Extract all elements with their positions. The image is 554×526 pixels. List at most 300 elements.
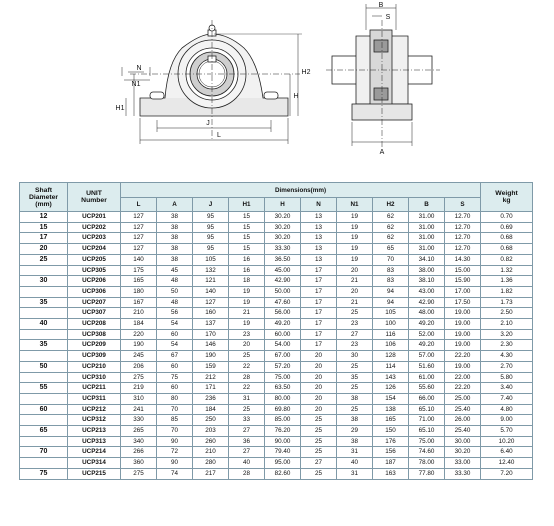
cell-unit-number: UCP308 — [68, 329, 121, 340]
cell-dim-n1: 40 — [337, 458, 373, 469]
cell-weight: 1.36 — [481, 276, 533, 287]
cell-weight: 12.40 — [481, 458, 533, 469]
cell-dim-b: 48.00 — [409, 308, 445, 319]
cell-unit-number: UCP211 — [68, 383, 121, 394]
cell-dim-j: 121 — [193, 276, 229, 287]
cell-shaft-diameter — [20, 265, 68, 276]
cell-dim-h: 56.00 — [265, 308, 301, 319]
cell-shaft-diameter — [20, 393, 68, 404]
cell-shaft-diameter: 70 — [20, 447, 68, 458]
cell-dim-n1: 25 — [337, 308, 373, 319]
cell-dim-l: 360 — [121, 458, 157, 469]
cell-dim-a: 70 — [157, 404, 193, 415]
cell-dim-n1: 21 — [337, 276, 373, 287]
cell-dim-h: 30.20 — [265, 212, 301, 223]
table-row — [20, 308, 533, 319]
header-dimensions: Dimensions(mm) — [121, 183, 481, 198]
cell-dim-n: 17 — [301, 340, 337, 351]
cell-dim-n: 17 — [301, 319, 337, 330]
cell-dim-a: 72 — [157, 447, 193, 458]
cell-dim-j: 146 — [193, 340, 229, 351]
cell-dim-j: 95 — [193, 212, 229, 223]
cell-dim-j: 190 — [193, 351, 229, 362]
cell-shaft-diameter — [20, 308, 68, 319]
cell-dim-a: 38 — [157, 222, 193, 233]
cell-dim-j: 140 — [193, 286, 229, 297]
table-row — [20, 244, 533, 255]
cell-dim-n: 13 — [301, 222, 337, 233]
cell-dim-n: 17 — [301, 286, 337, 297]
cell-dim-l: 210 — [121, 308, 157, 319]
cell-dim-h1: 28 — [229, 372, 265, 383]
cell-dim-a: 50 — [157, 286, 193, 297]
cell-unit-number: UCP210 — [68, 361, 121, 372]
header-dim-l: L — [121, 198, 157, 212]
cell-dim-l: 275 — [121, 468, 157, 479]
cell-dim-s: 33.00 — [445, 458, 481, 469]
cell-shaft-diameter: 25 — [20, 254, 68, 265]
cell-unit-number: UCP204 — [68, 244, 121, 255]
cell-shaft-diameter — [20, 415, 68, 426]
cell-dim-h1: 25 — [229, 404, 265, 415]
cell-shaft-diameter: 65 — [20, 426, 68, 437]
cell-dim-n1: 30 — [337, 351, 373, 362]
cell-dim-h1: 27 — [229, 447, 265, 458]
cell-dim-s: 22.20 — [445, 351, 481, 362]
cell-dim-a: 60 — [157, 361, 193, 372]
cell-dim-j: 160 — [193, 308, 229, 319]
cell-dim-s: 19.00 — [445, 319, 481, 330]
cell-dim-n1: 23 — [337, 340, 373, 351]
cell-dim-n1: 20 — [337, 286, 373, 297]
cell-dim-l: 127 — [121, 222, 157, 233]
cell-dim-h1: 15 — [229, 212, 265, 223]
cell-dim-j: 250 — [193, 415, 229, 426]
table-row — [20, 468, 533, 479]
cell-dim-h: 67.00 — [265, 351, 301, 362]
cell-dim-a: 85 — [157, 415, 193, 426]
cell-dim-h2: 83 — [373, 276, 409, 287]
cell-dim-l: 245 — [121, 351, 157, 362]
cell-dim-h2: 94 — [373, 286, 409, 297]
cell-dim-h2: 154 — [373, 393, 409, 404]
cell-dim-h2: 62 — [373, 212, 409, 223]
cell-unit-number: UCP203 — [68, 233, 121, 244]
header-dim-a: A — [157, 198, 193, 212]
cell-dim-a: 75 — [157, 372, 193, 383]
cell-dim-l: 265 — [121, 426, 157, 437]
cell-dim-n: 17 — [301, 297, 337, 308]
cell-weight: 0.70 — [481, 212, 533, 223]
cell-dim-b: 52.00 — [409, 329, 445, 340]
cell-dim-h: 90.00 — [265, 436, 301, 447]
header-dim-n: N — [301, 198, 337, 212]
cell-weight: 6.40 — [481, 447, 533, 458]
cell-dim-l: 175 — [121, 265, 157, 276]
cell-weight: 7.20 — [481, 468, 533, 479]
label-J: J — [206, 120, 210, 127]
label-B: B — [378, 2, 384, 9]
cell-dim-n: 17 — [301, 276, 337, 287]
cell-dim-j: 170 — [193, 329, 229, 340]
cell-dim-n: 17 — [301, 329, 337, 340]
table-row — [20, 212, 533, 223]
label-N1: N1 — [131, 81, 141, 88]
cell-shaft-diameter: 30 — [20, 276, 68, 287]
cell-dim-l: 241 — [121, 404, 157, 415]
cell-dim-b: 31.00 — [409, 212, 445, 223]
cell-dim-l: 184 — [121, 319, 157, 330]
cell-dim-h: 76.20 — [265, 426, 301, 437]
cell-dim-b: 61.00 — [409, 372, 445, 383]
cell-dim-h: 36.50 — [265, 254, 301, 265]
label-L: L — [217, 132, 221, 139]
cell-dim-h1: 15 — [229, 244, 265, 255]
label-N: N — [136, 65, 142, 72]
cell-shaft-diameter: 35 — [20, 340, 68, 351]
cell-shaft-diameter: 55 — [20, 383, 68, 394]
cell-weight: 5.80 — [481, 372, 533, 383]
cell-dim-j: 280 — [193, 458, 229, 469]
cell-dim-s: 19.00 — [445, 340, 481, 351]
cell-dim-n1: 31 — [337, 468, 373, 479]
cell-dim-l: 165 — [121, 276, 157, 287]
cell-dim-n: 25 — [301, 447, 337, 458]
cell-dim-l: 167 — [121, 297, 157, 308]
cell-dim-h: 85.00 — [265, 415, 301, 426]
header-dim-j: J — [193, 198, 229, 212]
cell-unit-number: UCP201 — [68, 212, 121, 223]
header-dim-n1: N1 — [337, 198, 373, 212]
cell-dim-h1: 21 — [229, 308, 265, 319]
table-row — [20, 233, 533, 244]
table-row — [20, 426, 533, 437]
cell-dim-h: 45.00 — [265, 265, 301, 276]
cell-dim-n1: 19 — [337, 254, 373, 265]
header-dim-b: B — [409, 198, 445, 212]
cell-shaft-diameter: 17 — [20, 233, 68, 244]
cell-shaft-diameter — [20, 458, 68, 469]
cell-dim-a: 70 — [157, 426, 193, 437]
table-row — [20, 393, 533, 404]
cell-dim-s: 17.00 — [445, 286, 481, 297]
cell-dim-j: 159 — [193, 361, 229, 372]
cell-dim-j: 236 — [193, 393, 229, 404]
header-dim-h2: H2 — [373, 198, 409, 212]
cell-dim-j: 217 — [193, 468, 229, 479]
label-H2: H2 — [301, 69, 311, 76]
cell-dim-b: 31.00 — [409, 233, 445, 244]
table-row — [20, 404, 533, 415]
cell-shaft-diameter: 60 — [20, 404, 68, 415]
cell-dim-l: 330 — [121, 415, 157, 426]
bearing-technical-drawing — [0, 0, 554, 178]
cell-weight: 0.82 — [481, 254, 533, 265]
table-row — [20, 222, 533, 233]
cell-weight: 1.82 — [481, 286, 533, 297]
cell-dim-n: 20 — [301, 372, 337, 383]
cell-dim-a: 60 — [157, 329, 193, 340]
cell-dim-h: 79.40 — [265, 447, 301, 458]
cell-dim-n: 25 — [301, 426, 337, 437]
cell-unit-number: UCP205 — [68, 254, 121, 265]
cell-dim-n1: 19 — [337, 222, 373, 233]
cell-dim-s: 12.70 — [445, 233, 481, 244]
table-row — [20, 265, 533, 276]
cell-dim-h1: 20 — [229, 340, 265, 351]
cell-dim-a: 56 — [157, 308, 193, 319]
cell-dim-b: 75.00 — [409, 436, 445, 447]
cell-dim-h2: 116 — [373, 329, 409, 340]
cell-dim-a: 54 — [157, 319, 193, 330]
cell-dim-h: 33.30 — [265, 244, 301, 255]
cell-dim-h: 69.80 — [265, 404, 301, 415]
cell-dim-b: 42.90 — [409, 297, 445, 308]
cell-dim-j: 203 — [193, 426, 229, 437]
cell-dim-s: 22.20 — [445, 383, 481, 394]
cell-dim-h: 63.50 — [265, 383, 301, 394]
cell-dim-h2: 62 — [373, 222, 409, 233]
cell-dim-h2: 62 — [373, 233, 409, 244]
cell-dim-h2: 83 — [373, 265, 409, 276]
cell-dim-h2: 156 — [373, 447, 409, 458]
cell-dim-b: 78.00 — [409, 458, 445, 469]
cell-dim-n1: 29 — [337, 426, 373, 437]
cell-unit-number: UCP212 — [68, 404, 121, 415]
cell-weight: 0.69 — [481, 222, 533, 233]
cell-dim-s: 15.90 — [445, 276, 481, 287]
cell-dim-h: 50.00 — [265, 286, 301, 297]
cell-dim-h1: 25 — [229, 351, 265, 362]
cell-dim-l: 127 — [121, 233, 157, 244]
cell-dim-b: 31.00 — [409, 244, 445, 255]
cell-dim-s: 15.00 — [445, 265, 481, 276]
cell-weight: 5.70 — [481, 426, 533, 437]
cell-dim-n: 13 — [301, 244, 337, 255]
cell-dim-h1: 27 — [229, 426, 265, 437]
cell-dim-b: 51.60 — [409, 361, 445, 372]
cell-dim-h1: 19 — [229, 297, 265, 308]
cell-weight: 2.70 — [481, 361, 533, 372]
cell-dim-s: 12.70 — [445, 222, 481, 233]
cell-dim-n: 25 — [301, 436, 337, 447]
cell-dim-j: 137 — [193, 319, 229, 330]
cell-dim-j: 260 — [193, 436, 229, 447]
cell-weight: 9.00 — [481, 415, 533, 426]
cell-dim-h2: 176 — [373, 436, 409, 447]
table-row — [20, 351, 533, 362]
label-H1: H1 — [115, 105, 125, 112]
cell-dim-h1: 28 — [229, 468, 265, 479]
cell-dim-j: 171 — [193, 383, 229, 394]
cell-dim-j: 95 — [193, 244, 229, 255]
cell-dim-h: 42.90 — [265, 276, 301, 287]
cell-dim-h: 54.00 — [265, 340, 301, 351]
cell-dim-l: 220 — [121, 329, 157, 340]
cell-dim-n: 17 — [301, 308, 337, 319]
cell-dim-l: 275 — [121, 372, 157, 383]
cell-unit-number: UCP313 — [68, 436, 121, 447]
cell-dim-h1: 16 — [229, 254, 265, 265]
cell-dim-h1: 23 — [229, 329, 265, 340]
cell-shaft-diameter: 75 — [20, 468, 68, 479]
cell-dim-a: 60 — [157, 383, 193, 394]
cell-weight: 2.50 — [481, 308, 533, 319]
cell-dim-b: 43.00 — [409, 286, 445, 297]
cell-weight: 2.10 — [481, 319, 533, 330]
cell-dim-h1: 16 — [229, 265, 265, 276]
cell-dim-h: 49.20 — [265, 319, 301, 330]
cell-dim-h2: 70 — [373, 254, 409, 265]
cell-dim-n1: 20 — [337, 265, 373, 276]
bearing-spec-table — [19, 182, 533, 480]
cell-dim-l: 340 — [121, 436, 157, 447]
cell-weight: 1.73 — [481, 297, 533, 308]
cell-dim-h: 80.00 — [265, 393, 301, 404]
cell-shaft-diameter: 12 — [20, 212, 68, 223]
cell-dim-h2: 138 — [373, 404, 409, 415]
cell-dim-h2: 105 — [373, 308, 409, 319]
cell-dim-l: 310 — [121, 393, 157, 404]
cell-dim-h1: 19 — [229, 319, 265, 330]
table-row — [20, 436, 533, 447]
cell-dim-a: 80 — [157, 393, 193, 404]
cell-dim-s: 19.00 — [445, 308, 481, 319]
cell-weight: 4.30 — [481, 351, 533, 362]
cell-dim-n: 17 — [301, 265, 337, 276]
cell-dim-s: 22.00 — [445, 372, 481, 383]
header-dim-h1: H1 — [229, 198, 265, 212]
cell-dim-n1: 38 — [337, 415, 373, 426]
cell-dim-l: 127 — [121, 244, 157, 255]
label-A: A — [379, 149, 385, 156]
cell-dim-s: 30.20 — [445, 447, 481, 458]
cell-dim-s: 25.40 — [445, 404, 481, 415]
cell-dim-n: 25 — [301, 415, 337, 426]
table-row — [20, 254, 533, 265]
cell-weight: 3.40 — [481, 383, 533, 394]
cell-dim-n1: 31 — [337, 447, 373, 458]
cell-dim-b: 74.60 — [409, 447, 445, 458]
cell-dim-l: 266 — [121, 447, 157, 458]
cell-dim-h1: 19 — [229, 286, 265, 297]
cell-shaft-diameter — [20, 351, 68, 362]
cell-weight: 7.40 — [481, 393, 533, 404]
cell-dim-n1: 38 — [337, 436, 373, 447]
cell-dim-h1: 33 — [229, 415, 265, 426]
cell-dim-n1: 25 — [337, 404, 373, 415]
cell-weight: 4.80 — [481, 404, 533, 415]
cell-dim-l: 219 — [121, 383, 157, 394]
table-row — [20, 276, 533, 287]
cell-unit-number: UCP209 — [68, 340, 121, 351]
cell-dim-h: 57.20 — [265, 361, 301, 372]
cell-dim-n: 20 — [301, 404, 337, 415]
cell-dim-a: 38 — [157, 254, 193, 265]
cell-dim-s: 14.30 — [445, 254, 481, 265]
cell-dim-n: 13 — [301, 254, 337, 265]
cell-dim-s: 12.70 — [445, 212, 481, 223]
table-row — [20, 329, 533, 340]
header-dim-h: H — [265, 198, 301, 212]
cell-dim-l: 127 — [121, 212, 157, 223]
cell-shaft-diameter: 20 — [20, 244, 68, 255]
cell-dim-h: 30.20 — [265, 222, 301, 233]
cell-dim-n1: 25 — [337, 383, 373, 394]
cell-dim-a: 48 — [157, 297, 193, 308]
table-row — [20, 447, 533, 458]
cell-dim-h: 95.00 — [265, 458, 301, 469]
cell-shaft-diameter — [20, 329, 68, 340]
cell-dim-a: 67 — [157, 351, 193, 362]
cell-unit-number: UCP213 — [68, 426, 121, 437]
cell-unit-number: UCP305 — [68, 265, 121, 276]
cell-dim-b: 49.20 — [409, 340, 445, 351]
cell-dim-h: 60.00 — [265, 329, 301, 340]
cell-dim-n1: 21 — [337, 297, 373, 308]
cell-dim-j: 105 — [193, 254, 229, 265]
cell-unit-number: UCP214 — [68, 447, 121, 458]
cell-dim-n: 13 — [301, 233, 337, 244]
cell-shaft-diameter: 40 — [20, 319, 68, 330]
cell-dim-h: 82.60 — [265, 468, 301, 479]
cell-dim-h2: 187 — [373, 458, 409, 469]
cell-dim-s: 17.50 — [445, 297, 481, 308]
cell-dim-h1: 36 — [229, 436, 265, 447]
cell-dim-b: 66.00 — [409, 393, 445, 404]
cell-shaft-diameter: 50 — [20, 361, 68, 372]
cell-dim-j: 132 — [193, 265, 229, 276]
cell-dim-h2: 150 — [373, 426, 409, 437]
cell-dim-h1: 15 — [229, 222, 265, 233]
cell-dim-n: 27 — [301, 458, 337, 469]
cell-dim-b: 65.10 — [409, 426, 445, 437]
cell-dim-n: 20 — [301, 351, 337, 362]
cell-dim-a: 90 — [157, 458, 193, 469]
cell-dim-a: 54 — [157, 340, 193, 351]
cell-dim-s: 25.40 — [445, 426, 481, 437]
cell-weight: 2.30 — [481, 340, 533, 351]
cell-dim-s: 12.70 — [445, 244, 481, 255]
table-row — [20, 297, 533, 308]
cell-dim-n1: 27 — [337, 329, 373, 340]
cell-dim-a: 45 — [157, 265, 193, 276]
cell-dim-s: 25.00 — [445, 393, 481, 404]
cell-dim-a: 74 — [157, 468, 193, 479]
cell-weight: 0.68 — [481, 244, 533, 255]
label-H: H — [293, 93, 299, 100]
cell-unit-number: UCP207 — [68, 297, 121, 308]
cell-unit-number: UCP306 — [68, 286, 121, 297]
cell-dim-h2: 100 — [373, 319, 409, 330]
cell-dim-s: 26.00 — [445, 415, 481, 426]
cell-dim-b: 34.10 — [409, 254, 445, 265]
cell-dim-h1: 22 — [229, 361, 265, 372]
cell-dim-h2: 128 — [373, 351, 409, 362]
cell-dim-a: 48 — [157, 276, 193, 287]
cell-dim-a: 38 — [157, 244, 193, 255]
header-dim-s: S — [445, 198, 481, 212]
cell-weight: 1.32 — [481, 265, 533, 276]
cell-shaft-diameter: 15 — [20, 222, 68, 233]
cell-dim-h2: 126 — [373, 383, 409, 394]
cell-unit-number: UCP208 — [68, 319, 121, 330]
cell-dim-n: 20 — [301, 393, 337, 404]
cell-dim-l: 206 — [121, 361, 157, 372]
cell-shaft-diameter — [20, 372, 68, 383]
table-row — [20, 415, 533, 426]
cell-dim-n1: 23 — [337, 319, 373, 330]
